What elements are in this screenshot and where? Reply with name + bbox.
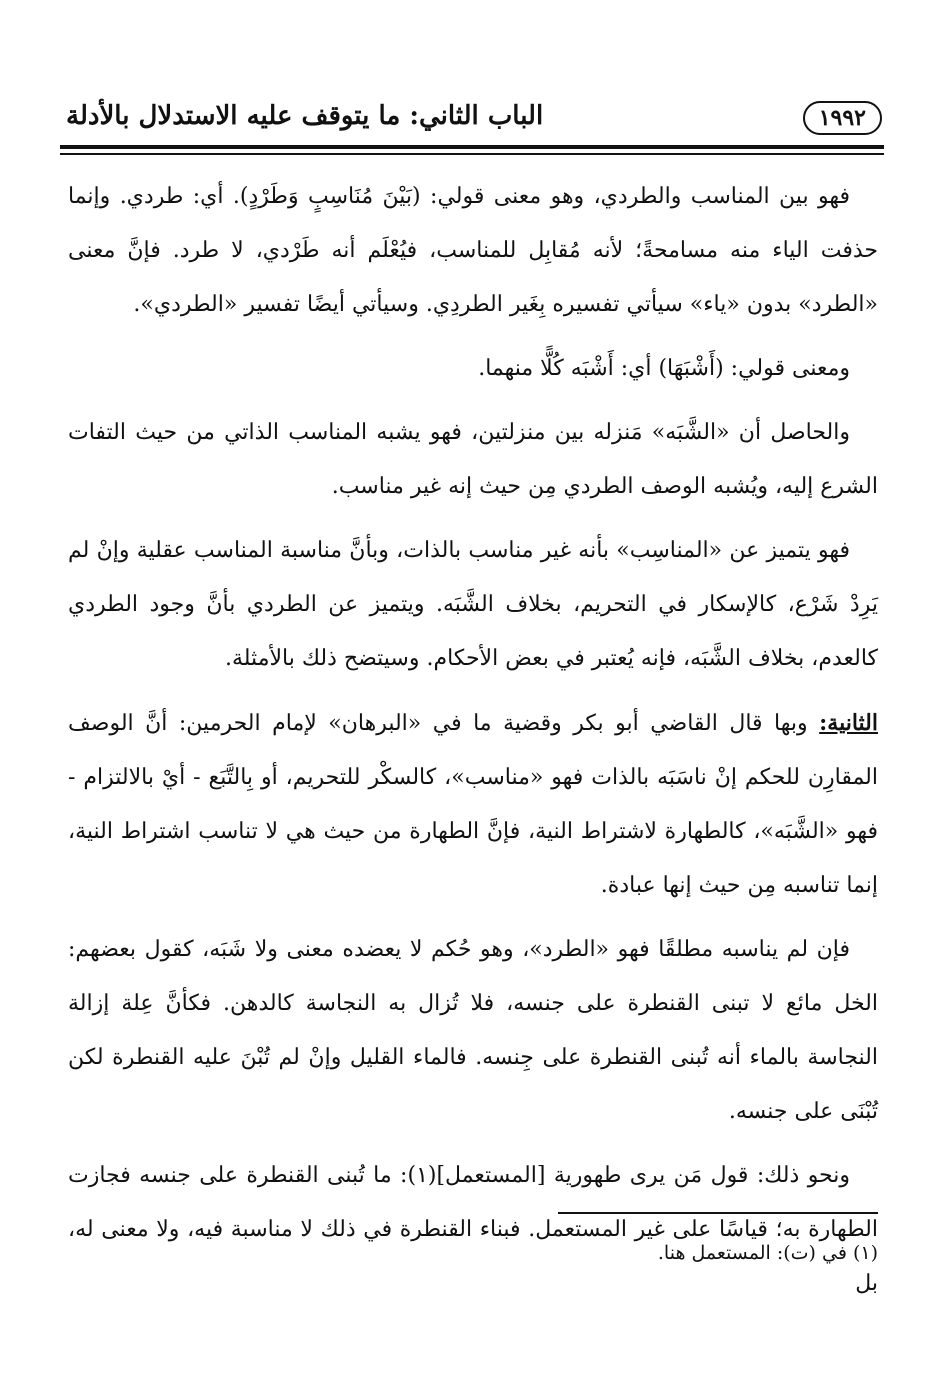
footnote-rule xyxy=(558,1212,878,1214)
paragraph-6: فإن لم يناسبه مطلقًا فهو «الطرد»، وهو حُكم لا يعضده معنى ولا شَبَه، كقول بعضهم: الخل مائع لا تبنى القنطرة على جنسه، فلا تُزال به النجاسة كالدهن. فكأنَّ عِلة إزالة النجاسة بالماء أنه تُبنى القنطرة على جِنسه. فالماء القليل وإنْ لم تُبْنَ عليه القنطرة لكن تُبْنَى على جنسه. xyxy=(68,937,878,1124)
footnote: (١) في (ت): المستعمل هنا. xyxy=(657,1242,878,1264)
chapter-title: الباب الثاني: ما يتوقف عليه الاستدلال بالأدلة xyxy=(66,101,544,131)
header-rule-thin xyxy=(60,153,884,155)
paragraph-5-text: وبها قال القاضي أبو بكر وقضية ما في «البرهان» لإمام الحرمين: أنَّ الوصف المقارِن للحكم إنْ ناسَبَه بالذات فهو «مناسب»، كالسكْر للتحريم، أو بِالتَّبَع - أيْ بالالتزام - فهو «الشَّبَه»، كالطهارة لاشتراط النية، فإنَّ الطهارة من حيث هي لا تناسب اشتراط النية، إنما تناسبه مِن حيث إنها عبادة. xyxy=(68,711,878,898)
page-number: ١٩٩٢ xyxy=(803,101,882,135)
body-text xyxy=(68,170,878,1321)
paragraph-label: الثانية: xyxy=(819,710,878,736)
paragraph-2: ومعنى قولي: (أَشْبَهَا) أي: أَشْبَه كُلًّا منهما. xyxy=(478,356,850,381)
paragraph-7: ونحو ذلك: قول مَن يرى طهورية [المستعمل](١): ما تُبنى القنطرة على جنسه فجازت الطهارة به؛ قياسًا على غير المستعمل. فبناء القنطرة في ذلك لا مناسبة فيه، ولا معنى له، بل xyxy=(68,1163,878,1296)
page-header xyxy=(60,95,884,145)
header-rule-thick xyxy=(60,145,884,149)
paragraph-5 xyxy=(68,696,878,913)
paragraph-1: فهو بين المناسب والطردي، وهو معنى قولي: (بَيْنَ مُنَاسِبٍ وَطَرْدٍ). أي: طردي. وإنما حذفت الياء منه مسامحةً؛ لأنه مُقابِل للمناسب، فيُعْلَم أنه طَرْدي، لا طرد. فإنَّ معنى «الطرد» بدون «ياء» سيأتي تفسيره بِغَير الطردِي. وسيأتي أيضًا تفسير «الطردي». xyxy=(68,184,878,317)
paragraph-3: والحاصل أن «الشَّبَه» مَنزله بين منزلتين، فهو يشبه المناسب الذاتي من حيث التفات الشرع إليه، ويُشبه الوصف الطردي مِن حيث إنه غير مناسب. xyxy=(68,420,878,499)
paragraph-4: فهو يتميز عن «المناسِب» بأنه غير مناسب بالذات، وبأنَّ مناسبة المناسب عقلية وإنْ لم يَرِدْ شَرْع، كالإسكار في التحريم، بخلاف الشَّبَه. ويتميز عن الطردي بأنَّ وجود الطردي كالعدم، بخلاف الشَّبَه، فإنه يُعتبر في بعض الأحكام. وسيتضح ذلك بالأمثلة. xyxy=(68,538,878,671)
